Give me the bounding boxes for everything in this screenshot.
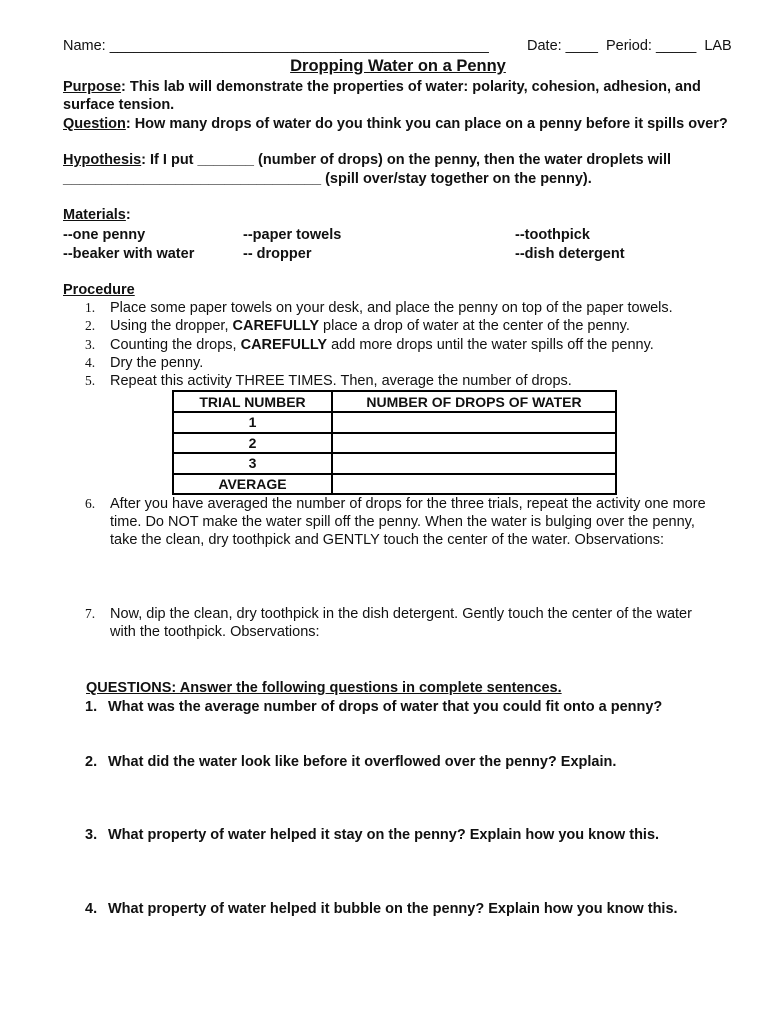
material-item: --dish detergent: [515, 245, 625, 262]
trial-number-cell: AVERAGE: [173, 474, 332, 495]
table-header-row: [173, 391, 616, 412]
material-item: --paper towels: [243, 227, 342, 243]
procedure-heading: Procedure: [63, 282, 135, 298]
question-line: [63, 116, 728, 132]
step-text-post: add more drops until the water spills off the penny.: [327, 337, 654, 353]
step-text-pre: Using the dropper,: [110, 318, 233, 334]
materials-label: Materials: [63, 207, 126, 223]
procedure-step: [85, 606, 692, 622]
purpose-label: Purpose: [63, 79, 122, 95]
step-number: 6.: [85, 496, 96, 511]
step-text: [110, 337, 654, 353]
question-text: : How many drops of water do you think you can place on a penny before it spills over?: [125, 116, 728, 132]
step-text: After you have averaged the number of drops for the three trials, repeat the activity one more: [110, 496, 706, 512]
table-header-drops: NUMBER OF DROPS OF WATER: [332, 391, 616, 412]
material-item: --beaker with water: [63, 245, 195, 262]
trial-number-cell: 2: [173, 433, 332, 454]
trial-number-cell: 1: [173, 412, 332, 433]
question-item: [85, 699, 662, 715]
table-row: [173, 412, 616, 433]
page-title: Dropping Water on a Penny: [290, 57, 506, 75]
drops-entry-cell[interactable]: [332, 412, 616, 433]
question-item: [85, 901, 678, 917]
material-item: --one penny: [63, 227, 146, 243]
material-item: --toothpick: [515, 227, 590, 243]
hypothesis-text-1[interactable]: : If I put _______ (number of drops) on the penny, then the water droplets will: [141, 152, 672, 168]
question-number: 2.: [85, 754, 98, 770]
drops-entry-cell[interactable]: [332, 433, 616, 454]
hypothesis-label: Hypothesis: [63, 152, 142, 168]
question-item: [85, 754, 616, 770]
table-row: [173, 433, 616, 454]
step-number: 3.: [85, 337, 96, 352]
step-emphasis: CAREFULLY: [240, 337, 328, 353]
drops-entry-cell[interactable]: [332, 474, 616, 495]
hypothesis-text-2[interactable]: ________________________________ (spill over/stay together on the penny).: [63, 171, 592, 187]
question-label: Question: [63, 116, 126, 132]
question-number: 4.: [85, 901, 98, 917]
purpose-text-2: surface tension.: [63, 97, 175, 113]
step-emphasis: CAREFULLY: [232, 318, 320, 334]
question-text: What was the average number of drops of water that you could fit onto a penny?: [108, 699, 663, 715]
table-header-trial: TRIAL NUMBER: [173, 391, 332, 412]
header-line: [63, 38, 489, 54]
drops-entry-cell[interactable]: [332, 453, 616, 474]
step-text: Place some paper towels on your desk, and place the penny on top of the paper towels.: [110, 300, 673, 316]
question-text: What did the water look like before it overflowed over the penny? Explain.: [108, 754, 617, 770]
step-number: 2.: [85, 318, 96, 333]
table-row: [173, 474, 616, 495]
purpose-text-1: : This lab will demonstrate the properties of water: polarity, cohesion, adhesion, and: [121, 79, 701, 95]
name-field[interactable]: Name: _______________________________________________: [63, 38, 489, 54]
material-item: -- dropper: [243, 245, 312, 262]
question-text: What property of water helped it bubble on the penny? Explain how you know this.: [108, 901, 678, 917]
procedure-step: [85, 496, 706, 512]
step-text: [110, 318, 630, 334]
materials-col-1: [63, 226, 194, 263]
step-text-continued: time. Do NOT make the water spill off the penny. When the water is bulging over the penny,: [110, 514, 695, 530]
trials-table: [172, 390, 617, 495]
step-text-post: place a drop of water at the center of the penny.: [319, 318, 630, 334]
question-number: 3.: [85, 827, 98, 843]
procedure-step: [85, 318, 630, 334]
materials-col-2: [243, 226, 341, 263]
step-number: 1.: [85, 300, 96, 315]
materials-colon: :: [125, 207, 131, 223]
purpose-line-1: [63, 79, 701, 95]
table-row: [173, 453, 616, 474]
lab-label: LAB: [704, 38, 732, 54]
materials-heading: [63, 207, 131, 223]
procedure-step: [85, 300, 673, 316]
question-number: 1.: [85, 699, 98, 715]
step-text-continued: with the toothpick. Observations:: [110, 624, 320, 640]
header-right: [527, 38, 732, 54]
question-item: [85, 827, 659, 843]
trial-number-cell: 3: [173, 453, 332, 474]
step-text-pre: Counting the drops,: [110, 337, 241, 353]
procedure-step: [85, 355, 203, 371]
step-text: Now, dip the clean, dry toothpick in the dish detergent. Gently touch the center of the water: [110, 606, 692, 622]
step-text: Repeat this activity THREE TIMES. Then, average the number of drops.: [110, 373, 572, 389]
hypothesis-line-1: [63, 152, 671, 168]
step-number: 5.: [85, 373, 96, 388]
step-number: 4.: [85, 355, 96, 370]
procedure-step: [85, 337, 654, 353]
step-number: 7.: [85, 606, 96, 621]
period-field[interactable]: Period: _____: [605, 38, 697, 54]
question-text: What property of water helped it stay on the penny? Explain how you know this.: [108, 827, 660, 843]
date-field[interactable]: Date: ____: [527, 38, 598, 54]
procedure-step: [85, 373, 572, 389]
step-text: Dry the penny.: [110, 355, 204, 371]
step-text-continued: take the clean, dry toothpick and GENTLY touch the center of the water. Observations:: [110, 532, 664, 548]
questions-heading: QUESTIONS: Answer the following questions in complete sentences.: [86, 680, 562, 696]
materials-col-3: [515, 226, 625, 263]
